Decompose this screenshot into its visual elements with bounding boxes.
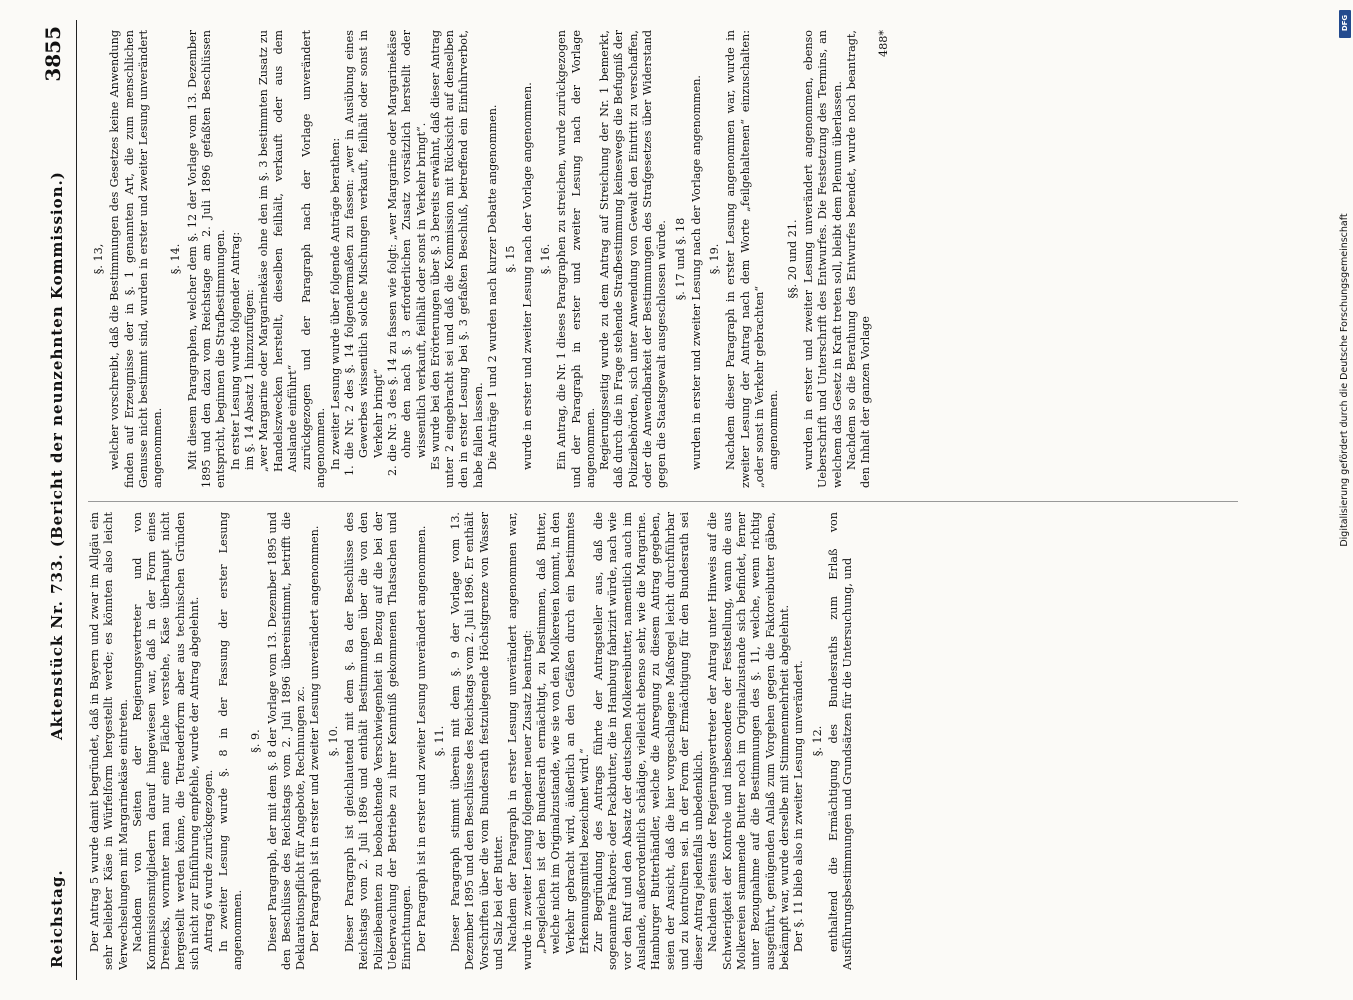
section-heading: §. 17 und §. 18 <box>673 217 687 301</box>
paragraph: wurden in erster und zweiter Lesung nach der Vorlage angenommen. <box>689 75 703 470</box>
paragraph: Nachdem seitens der Regierungsvertreter der Antrag unter Hinweis auf die Schwierigkeit der Kontrole und insbesondere der Feststellung, wann die aus Molkereien stammende Butter noch im Originalzustande sich befindet, ferner unter Bezugnahme auf die Bestimmungen des §. 11, welche, wenn richtig ausgeführt, genügenden Anlaß zum Vorgehen gegen die Faktoreibutter gäben, bekämpft war, wurde derselbe mit Stimmenmehrheit abgelehnt. <box>706 512 791 970</box>
paragraph: In erster Lesung wurde folgender Antrag: <box>228 231 242 470</box>
section-heading: §. 15 <box>504 245 518 273</box>
header-title: Aktenstück Nr. 733. (Bericht der neunzehnten Kommission.) <box>48 171 66 740</box>
section-heading: §. 12. <box>810 725 824 757</box>
paragraph: Nachdem von Seiten der Regierungsvertreter und von Kommissionsmitgliedern darauf hingewiesen war, daß in der Form eines Dreiecks, wornnter man nur eine Fläche verstehe, Käse überhaupt nicht hergestellt werden könne, die Tetraederform aber aus technischen Gründen sich nicht zur Einführung empfehle, wurde der Antrag abgelehnt. <box>130 512 202 970</box>
paragraph: zurückgezogen und der Paragraph nach der Vorlage unverändert angenommen. <box>300 30 328 488</box>
column-divider <box>88 501 1238 502</box>
paragraph: Ein Antrag, die Nr. 1 dieses Paragraphen zu streichen, wurde zurückgezogen und der Paragraph in erster und zweiter Lesung nach der Vorlage angenommen. <box>555 30 597 488</box>
section-heading: §. 16. <box>538 243 552 275</box>
paragraph: wurden in erster und zweiter Lesung unverändert angenommen, ebenso Ueberschrift und Unterschrift des Entwurfes. Die Festsetzung des Termins, an welchem das Gesetz in Kraft treten soll, bleibt dem Plenum überlassen. <box>801 30 844 488</box>
section-heading: §. 19. <box>708 243 722 275</box>
paragraph: 2. die Nr. 3 des §. 14 zu fassen wie folgt: „wer Margarine oder Margarinekäse ohne den nach §. 3 erforderlichen Zusatz vorsätzlich herstellt oder wissentlich verkauft, feilhält oder sonst in Verkehr bringt“. <box>385 30 428 476</box>
section-heading: §. 13, <box>92 243 105 275</box>
paragraph: Der Antrag 5 wurde damit begründet, daß in Bayern und zwar im Allgäu ein sehr beliebter Käse in Würfelform hergestellt werde; es könnten also leicht Verwechselungen mit Margarinekäse eintreten. <box>88 512 130 970</box>
paragraph: In zweiter Lesung wurde §. 8 in der Fassung der erster Lesung angenommen. <box>216 512 244 970</box>
credit-text: Digitalisierung gefördert durch die Deutsche Forschungsgemeinschaft <box>1339 213 1350 547</box>
paragraph: Nachdem der Paragraph in erster Lesung unverändert angenommen war, wurde in zweiter Lesung folgender neuer Zusatz beantragt: <box>506 512 534 970</box>
paragraph: wurde in erster und zweiter Lesung nach der Vorlage angenommen. <box>520 82 534 470</box>
paragraph: Der Paragraph ist in erster und zweiter Lesung unverändert angenommen. <box>308 525 322 952</box>
section-heading: §§. 20 und 21. <box>785 219 799 299</box>
paragraph: Nachdem dieser Paragraph in erster Lesung angenommen war, wurde in zweiter Lesung der Antrag nach dem Worte „feilgehaltenen“ einzuschalten: „oder sonst in Verkehr gebrachten“ <box>724 30 767 488</box>
section-heading: §. 11. <box>432 725 446 757</box>
paragraph: In zweiter Lesung wurde über folgende Anträge berathen: <box>328 137 342 470</box>
paragraph: Dieser Paragraph ist gleichlautend mit dem §. 8a der Beschlüsse des Reichstags vom 2. Juli 1896 und enthält Bestimmungen über die von den Polizeibeamten zu beobachtende Verschwiegenheit in Bezug auf die bei der Ueberwachung der Betriebe zu ihrer Kenntniß gekommenen Thatsachen und Einrichtungen. <box>343 512 414 970</box>
paragraph: „wer Margarine oder Margarinekäse ohne den im §. 3 bestimmten Zusatz zu Handelszwecken herstellt, dieselben feilhält, verkauft oder aus dem Auslande einführt“ <box>257 30 299 472</box>
paragraph: Antrag 6 wurde zurückgezogen. <box>202 769 216 952</box>
paragraph: Nachdem so die Berathung des Entwurfes beendet, wurde noch beantragt, den Inhalt der ganzen Vorlage <box>844 30 873 488</box>
paragraph: Dieser Paragraph, der mit dem §. 8 der Vorlage vom 13. Dezember 1895 und den Beschlüsse des Reichstags vom 2. Juli 1896 übereinstimmt, betrifft die Deklarationspflicht für Angebote, Rechnungen zc. <box>265 512 308 970</box>
paragraph: Dieser Paragraph stimmt überein mit dem §. 9 der Vorlage vom 13. Dezember 1895 und den Beschlüsse des Reichstags vom 2. Juli 1896. Er enthält Vorschriften über die vom Bundesrath festzulegende Höchstgrenze von Wasser und Salz bei der Butter. <box>449 512 506 970</box>
paragraph: angenommen. <box>767 389 781 470</box>
page-number: 3855 <box>41 26 65 82</box>
left-text-column <box>88 512 1268 970</box>
paragraph: Mit diesem Paragraphen, welcher dem §. 12 der Vorlage vom 13. Dezember 1895 und den dazu vom Reichstage am 2. Juli 1896 gefaßten Beschlüssen entspricht, beginnen die Strafbestimmungen. <box>185 30 228 488</box>
right-text-column <box>88 30 1268 488</box>
paragraph: Der §. 11 blieb also in zweiter Lesung unverändert. <box>792 660 806 952</box>
header-left: Reichstag. <box>48 869 66 968</box>
paragraph: welcher vorschreibt, daß die Bestimmungen des Gesetzes keine Anwendung finden auf Erzeugnisse der in §. 1 genannten Art, die zum menschlichen Genusse nicht bestimmt sind, wurden in erster und zweiter Lesung unverändert angenommen. <box>108 30 165 488</box>
paragraph: Zur Begründung des Antrags führte der Antragsteller aus, daß die sogenannte Faktorei- oder Packbutter, die in Hamburg fabrizirt würde, nach wie vor den Ruf und den Absatz der deutschen Molkereibutter, namentlich auch im Auslande, außerordentlich schädige, vielleicht ebenso sehr, wie die Margarine. Hamburger Butterhändler, welche die Anregung zu diesem Antrag gegeben, seien der Ansicht, daß die hier vorgeschlagene Maßregel leicht durchführbar und zu kontroliren sei. In der Form der Ermächtigung für den Bundesrath sei dieser Antrag jedenfalls unbedenklich. <box>592 512 706 970</box>
paragraph: enthaltend die Ermächtigung des Bundesraths zum Erlaß von Ausführungsbestimmungen und Grundsätzen für die Untersuchung, und <box>826 512 855 970</box>
section-heading: §. 14. <box>169 243 183 275</box>
paragraph: im §. 14 Absatz 1 hinzuzufügen: <box>242 289 256 470</box>
paragraph: 1. die Nr. 2 des §. 14 folgendermaßen zu fassen: „wer in Ausübung eines Gewerbes wissentlich solche Mischungen verkauft, feilhält oder sonst in Verkehr bringt“ <box>343 30 385 476</box>
signature-mark: 488* <box>877 30 891 57</box>
paragraph: Regierungsseitig wurde zu dem Antrag auf Streichung der Nr. 1 bemerkt, daß durch die in Frage stehende Strafbestimmung keineswegs die Befugniß der Polizeibehörden, sich unter Anwendung von Gewalt den Eintritt zu verschaffen, oder die Anwendbarkeit der Bestimmungen des Strafgesetzes über Widerstand gegen die Staatsgewalt ausgeschlossen würde. <box>598 30 669 488</box>
paragraph: Die Anträge 1 und 2 wurden nach kurzer Debatte angenommen. <box>486 104 500 470</box>
paragraph: Der Paragraph ist in erster und zweiter Lesung unverändert angenommen. <box>414 525 428 952</box>
paragraph: Es wurde bei den Erörterungen über §. 3 bereits erwähnt, daß dieser Antrag unter 2 eingebracht sei und daß die Kommission mit Rücksicht auf denselben den in erster Lesung bei §. 3 gefaßten Beschluß, betreffend ein Einfuhrverbot, habe fallen lassen. <box>428 30 485 488</box>
rotated-document-page <box>40 20 1280 980</box>
paragraph: „Desgleichen ist der Bundesrath ermächtigt, zu bestimmen, daß Butter, welche nicht im Originalzustande, wie sie von den Molkereien kommt, in den Verkehr gebracht wird, äußerlich an den Gefäßen durch ein bestimmtes Erkennungsmittel bezeichnet wird.“ <box>534 512 591 954</box>
page-header <box>40 20 77 980</box>
section-heading: §. 10. <box>326 725 340 757</box>
digitization-credit <box>1338 4 1352 764</box>
section-heading: §. 9. <box>249 729 263 753</box>
dfg-logo: DFG <box>1339 10 1351 38</box>
